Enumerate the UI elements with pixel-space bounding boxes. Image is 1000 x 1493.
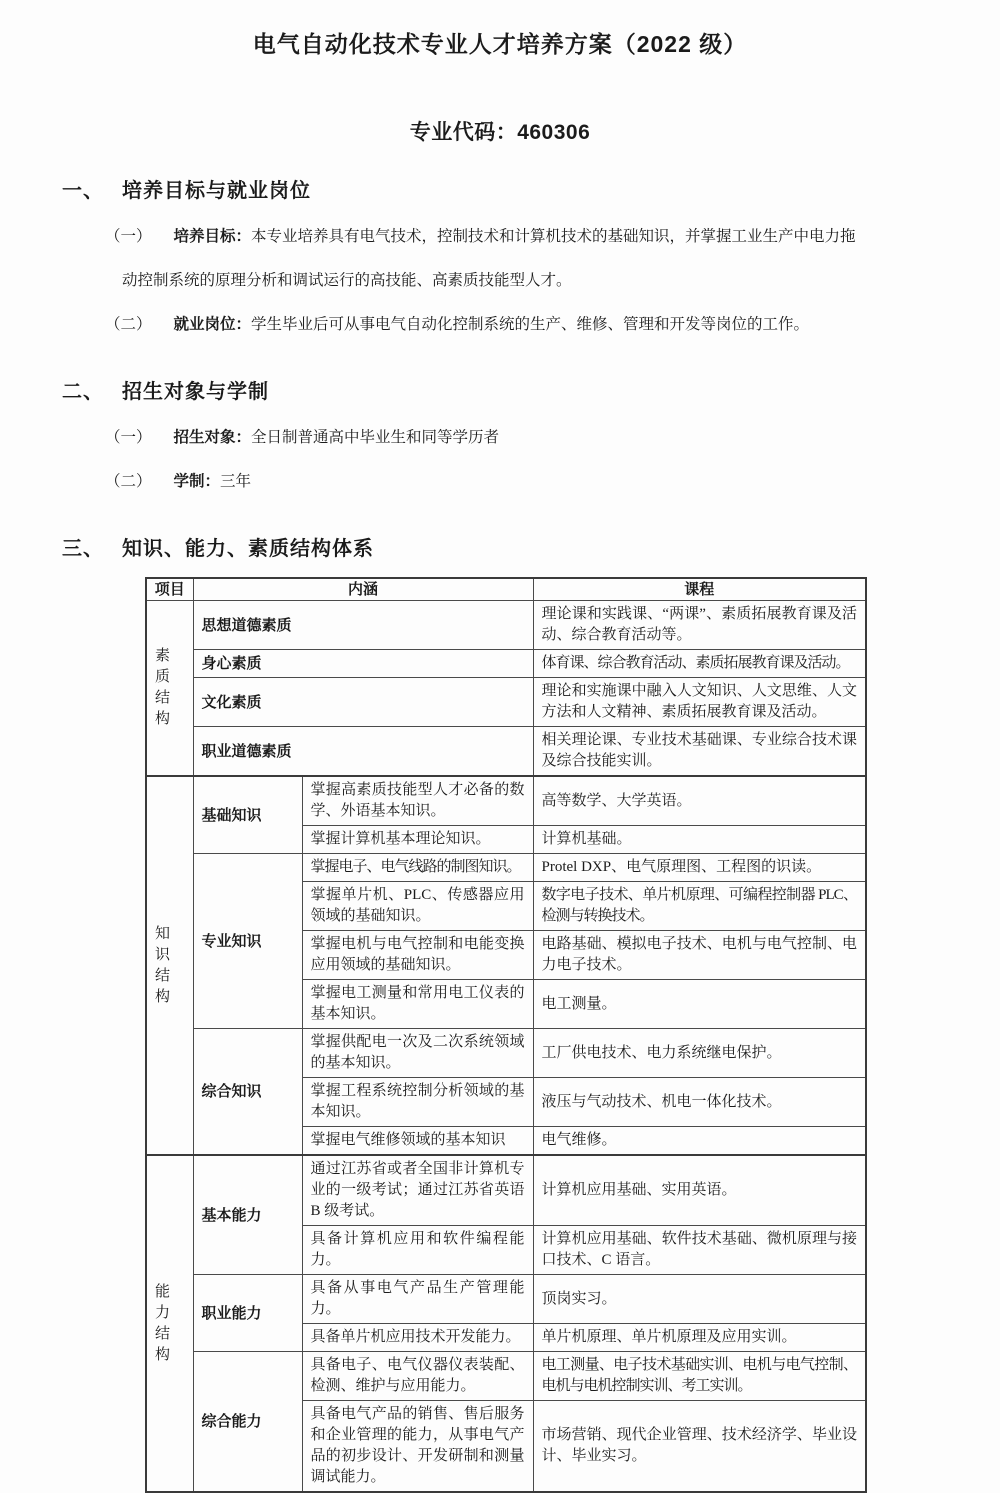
subcategory-cell: 专业知识 xyxy=(193,854,302,1029)
connotation-cell: 掌握电子、电气线路的制图知识。 xyxy=(302,854,533,882)
connotation-cell: 思想道德素质 xyxy=(193,601,533,650)
connotation-cell: 具备从事电气产品生产管理能力。 xyxy=(302,1275,533,1324)
course-cell: 液压与气动技术、机电一体化技术。 xyxy=(533,1078,866,1127)
item-marker: （一） xyxy=(105,228,152,245)
course-cell: 理论课和实践课、“两课”、素质拓展教育课及活动、综合教育活动等。 xyxy=(533,601,866,650)
item-marker: （一） xyxy=(105,429,152,446)
connotation-cell: 具备电子、电气仪器仪表装配、检测、维护与应用能力。 xyxy=(302,1352,533,1401)
course-cell: 高等数学、大学英语。 xyxy=(533,776,866,826)
connotation-cell: 具备电气产品的销售、售后服务和企业管理的能力，从事电气产品的初步设计、开发研制和测量调试能力。 xyxy=(302,1401,533,1493)
section-heading-3 xyxy=(62,532,1000,561)
employment-post-line xyxy=(105,303,1000,347)
subcategory-cell: 综合能力 xyxy=(193,1352,302,1493)
course-cell: 数字电子技术、单片机原理、可编程控制器 PLC、检测与转换技术。 xyxy=(533,882,866,931)
connotation-cell: 掌握高素质技能型人才必备的数学、外语基本知识。 xyxy=(302,776,533,826)
section-1-number: 一、 xyxy=(62,180,104,202)
employment-post-label: 就业岗位： xyxy=(173,316,252,333)
training-goal-line-2: 动控制系统的原理分析和调试运行的高技能、高素质技能型人才。 xyxy=(122,272,572,289)
course-cell: 计算机基础。 xyxy=(533,826,866,854)
section-2-body xyxy=(105,416,1000,504)
connotation-cell: 掌握单片机、PLC、传感器应用领域的基础知识。 xyxy=(302,882,533,931)
category-knowledge-cell xyxy=(146,776,193,1155)
subcategory-cell: 基本能力 xyxy=(193,1155,302,1275)
employment-post-text: 学生毕业后可从事电气自动化控制系统的生产、维修、管理和开发等岗位的工作。 xyxy=(251,316,810,333)
training-goal-text-1: 本专业培养具有电气技术，控制技术和计算机技术的基础知识，并掌握工业生产中电力拖 xyxy=(251,228,856,245)
table-row xyxy=(146,776,866,826)
connotation-cell: 掌握计算机基本理论知识。 xyxy=(302,826,533,854)
subcategory-cell: 综合知识 xyxy=(193,1029,302,1156)
course-cell: Protel DXP、电气原理图、工程图的识读。 xyxy=(533,854,866,882)
connotation-cell: 掌握电气维修领域的基本知识 xyxy=(302,1127,533,1156)
enrollment-target-line xyxy=(105,416,1000,460)
table-header-row xyxy=(146,578,866,601)
course-cell: 市场营销、现代企业管理、技术经济学、毕业设计、毕业实习。 xyxy=(533,1401,866,1493)
category-label-line: 结构 xyxy=(155,690,171,727)
section-heading-1 xyxy=(62,174,1000,203)
table-row xyxy=(146,650,866,678)
course-cell: 理论和实施课中融入人文知识、人文思维、人文方法和人文精神、素质拓展教育课及活动。 xyxy=(533,678,866,727)
table-row xyxy=(146,1352,866,1401)
item-marker: （二） xyxy=(105,473,152,490)
course-cell: 单片机原理、单片机原理及应用实训。 xyxy=(533,1324,866,1352)
category-label-line: 素质 xyxy=(155,648,171,685)
connotation-cell: 具备计算机应用和软件编程能力。 xyxy=(302,1226,533,1275)
course-cell: 电工测量、电子技术基础实训、电机与电气控制、电机与电机控制实训、考工实训。 xyxy=(533,1352,866,1401)
table-row xyxy=(146,678,866,727)
course-cell: 相关理论课、专业技术基础课、专业综合技术课及综合技能实训。 xyxy=(533,727,866,777)
subcategory-cell: 职业能力 xyxy=(193,1275,302,1352)
connotation-cell: 具备单片机应用技术开发能力。 xyxy=(302,1324,533,1352)
section-1-body xyxy=(105,215,1000,347)
course-cell: 计算机应用基础、软件技术基础、微机原理与接口技术、C 语言。 xyxy=(533,1226,866,1275)
course-cell: 顶岗实习。 xyxy=(533,1275,866,1324)
category-quality-cell xyxy=(146,601,193,777)
connotation-cell: 掌握电工测量和常用电工仪表的基本知识。 xyxy=(302,980,533,1029)
course-cell: 体育课、综合教育活动、素质拓展教育课及活动。 xyxy=(533,650,866,678)
table-row xyxy=(146,727,866,777)
connotation-cell: 通过江苏省或者全国非计算机专业的一级考试；通过江苏省英语 B 级考试。 xyxy=(302,1155,533,1226)
table-row xyxy=(146,601,866,650)
table-row xyxy=(146,1029,866,1078)
header-item: 项目 xyxy=(146,578,193,601)
connotation-cell: 掌握电机与电气控制和电能变换应用领域的基础知识。 xyxy=(302,931,533,980)
header-course: 课程 xyxy=(533,578,866,601)
table-row xyxy=(146,854,866,882)
course-cell: 电气维修。 xyxy=(533,1127,866,1156)
enrollment-target-text: 全日制普通高中毕业生和同等学历者 xyxy=(251,429,500,446)
item-marker: （二） xyxy=(105,316,152,333)
connotation-cell: 掌握工程系统控制分析领域的基本知识。 xyxy=(302,1078,533,1127)
document-title: 电气自动化技术专业人才培养方案（2022 级） xyxy=(252,31,748,57)
category-label-line: 能力 xyxy=(155,1283,171,1321)
connotation-cell: 文化素质 xyxy=(193,678,533,727)
major-code: 专业代码：460306 xyxy=(409,121,591,144)
course-cell: 工厂供电技术、电力系统继电保护。 xyxy=(533,1029,866,1078)
connotation-cell: 职业道德素质 xyxy=(193,727,533,777)
subcategory-cell: 基础知识 xyxy=(193,776,302,854)
course-cell: 计算机应用基础、实用英语。 xyxy=(533,1155,866,1226)
schooling-length-text: 三年 xyxy=(220,473,252,490)
section-3-title: 知识、能力、素质结构体系 xyxy=(122,538,374,560)
connotation-cell: 掌握供配电一次及二次系统领域的基本知识。 xyxy=(302,1029,533,1078)
schooling-length-label: 学制： xyxy=(173,473,221,490)
course-cell: 电路基础、模拟电子技术、电机与电气控制、电力电子技术。 xyxy=(533,931,866,980)
section-1-title: 培养目标与就业岗位 xyxy=(122,180,311,202)
connotation-cell: 身心素质 xyxy=(193,650,533,678)
section-heading-2 xyxy=(62,375,1000,404)
category-label-line: 知识 xyxy=(155,925,171,963)
category-label-line: 结构 xyxy=(155,1325,171,1363)
section-2-title: 招生对象与学制 xyxy=(122,381,269,403)
enrollment-target-label: 招生对象： xyxy=(173,429,252,446)
section-2-number: 二、 xyxy=(62,381,104,403)
header-connotation: 内涵 xyxy=(193,578,533,601)
course-cell: 电工测量。 xyxy=(533,980,866,1029)
section-3-number: 三、 xyxy=(62,538,104,560)
training-goal-line-1 xyxy=(105,215,1000,259)
training-goal-label: 培养目标： xyxy=(173,228,252,245)
category-label-line: 结构 xyxy=(155,967,171,1005)
structure-table xyxy=(145,577,867,1493)
table-row xyxy=(146,1155,866,1226)
schooling-length-line xyxy=(105,460,1000,504)
table-row xyxy=(146,1275,866,1324)
category-ability-cell xyxy=(146,1155,193,1492)
